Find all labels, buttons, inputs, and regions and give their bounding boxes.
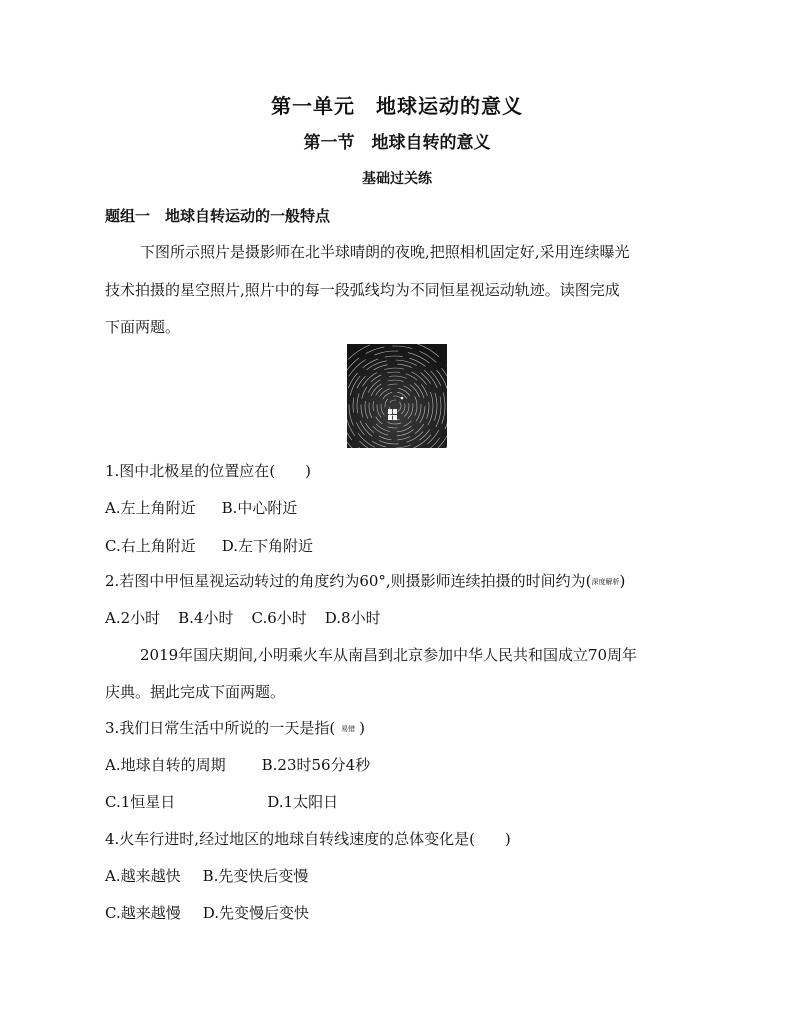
- q4-stem: 4.火车行进时,经过地区的地球自转线速度的总体变化是( ): [105, 830, 511, 848]
- star-trail-photo: [347, 344, 447, 448]
- q1-option-b[interactable]: B.中心附近: [221, 499, 298, 517]
- q3-options-row1: [105, 754, 370, 775]
- q3-option-d[interactable]: D.1太阳日: [267, 793, 339, 811]
- q2-option-d[interactable]: D.8小时: [324, 609, 381, 627]
- q3-stem-line: [105, 717, 365, 738]
- q1-option-d[interactable]: D.左下角附近: [221, 537, 313, 555]
- section-title: 第一节 地球自转的意义: [303, 133, 491, 153]
- intro1-line-1: 下图所示照片是摄影师在北半球晴朗的夜晚,把照相机固定好,采用连续曝光: [140, 243, 630, 261]
- q1-stem: 1.图中北极星的位置应在( ): [105, 462, 312, 480]
- q2-option-b[interactable]: B.4小时: [178, 609, 234, 627]
- q3-tag: 易错: [341, 725, 356, 733]
- q4-options-row2: [105, 902, 309, 923]
- q3-option-c[interactable]: C.1恒星日: [105, 793, 176, 811]
- intro2-line-1: 2019年国庆期间,小明乘火车从南昌到北京参加中华人民共和国成立70周年: [140, 646, 638, 664]
- intro1-line-3: 下面两题。: [105, 318, 181, 336]
- q4-option-c[interactable]: C.越来越慢: [105, 904, 181, 922]
- intro2-line-2: 庆典。据此完成下面两题。: [105, 683, 286, 701]
- q2-option-c[interactable]: C.6小时: [251, 609, 307, 627]
- q2-options-row: [105, 607, 381, 628]
- group-title: 题组一 地球自转运动的一般特点: [105, 207, 331, 225]
- q2-tag: 深度解析: [591, 578, 620, 586]
- q4-option-b[interactable]: B.先变快后变慢: [202, 867, 309, 885]
- intro1-line-2: 技术拍摄的星空照片,照片中的每一段弧线均为不同恒星视运动轨迹。读图完成: [105, 281, 620, 299]
- q4-options-row1: [105, 865, 308, 886]
- q2-option-a[interactable]: A.2小时: [105, 609, 161, 627]
- q4-option-d[interactable]: D.先变慢后变快: [202, 904, 309, 922]
- q3-close: ): [359, 719, 366, 737]
- q2-close: ): [619, 572, 626, 590]
- q4-option-a[interactable]: A.越来越快: [105, 867, 181, 885]
- q3-stem: 3.我们日常生活中所说的一天是指(: [105, 719, 336, 737]
- q1-option-c[interactable]: C.右上角附近: [105, 537, 196, 555]
- q1-options-row2: [105, 535, 313, 556]
- unit-title: 第一单元 地球运动的意义: [271, 94, 523, 118]
- subsection-title: 基础过关练: [362, 171, 432, 187]
- q1-options-row1: [105, 497, 297, 518]
- q3-options-row2: [105, 791, 338, 812]
- q3-option-a[interactable]: A.地球自转的周期: [105, 756, 226, 774]
- q2-stem: 2.若图中甲恒星视运动转过的角度约为60°,则摄影师连续拍摄的时间约为(: [105, 572, 592, 590]
- q1-option-a[interactable]: A.左上角附近: [105, 499, 196, 517]
- q3-option-b[interactable]: B.23时56分4秒: [261, 756, 371, 774]
- q2-stem-line: [105, 570, 625, 591]
